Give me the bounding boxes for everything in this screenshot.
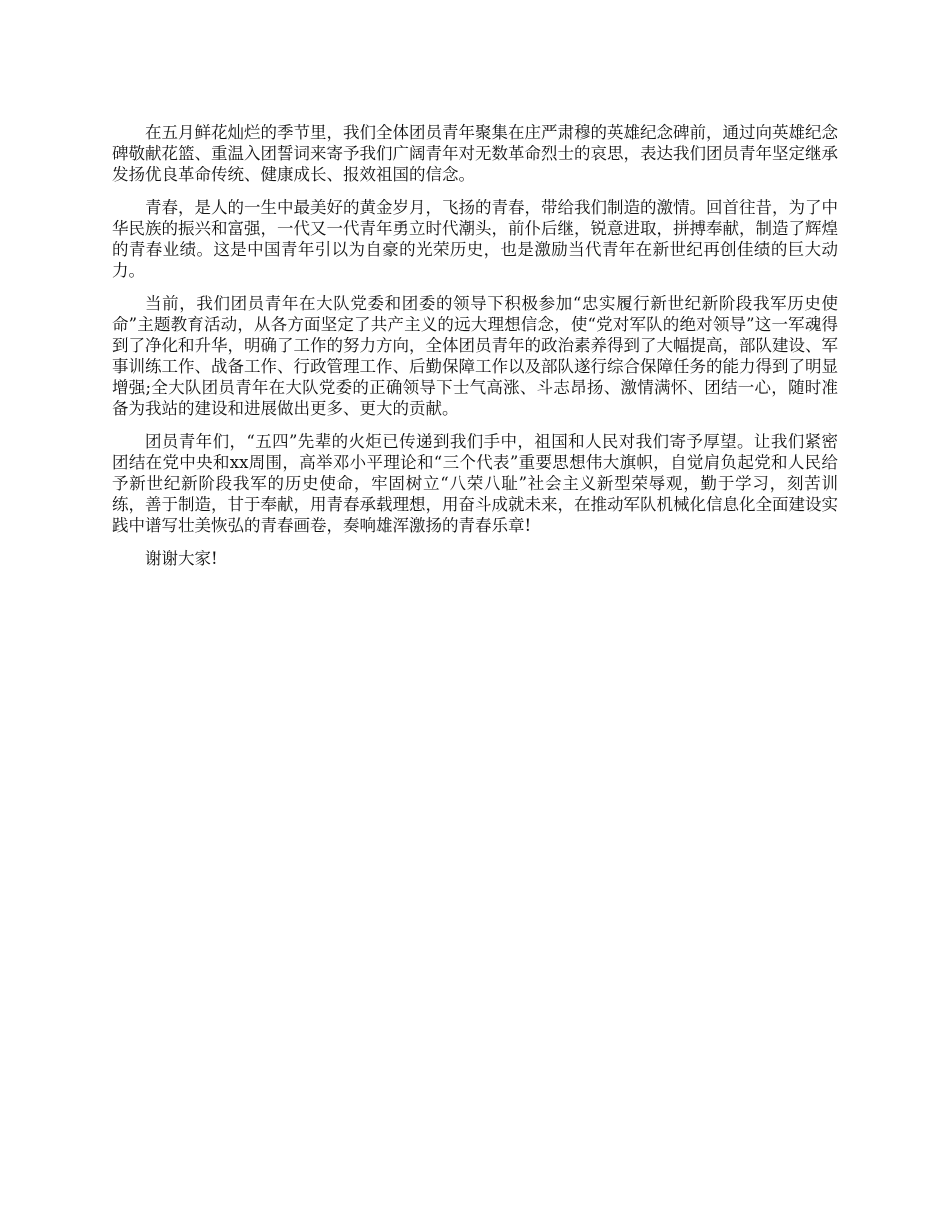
paragraph-3: 当前，我们团员青年在大队党委和团委的领导下积极参加“忠实履行新世纪新阶段我军历史使命”主题教育活动，从各方面坚定了共产主义的远大理想信念，使“党对军队的绝对领导”这一军魂得到了净化和升华，明确了工作的努力方向，全体团员青年的政治素养得到了大幅提高，部队建设、军事训练工作、战备工作、行政管理工作、后勤保障工作以及部队遂行综合保障任务的能力得到了明显增强;全大队团员青年在大队党委的正确领导下士气高涨、斗志昂扬、激情满怀、团结一心，随时准备为我站的建设和进展做出更多、更大的贡献。 [112, 294, 838, 418]
paragraph-1: 在五月鲜花灿烂的季节里，我们全体团员青年聚集在庄严肃穆的英雄纪念碑前，通过向英雄纪念碑敬献花篮、重温入团誓词来寄予我们广阔青年对无数革命烈士的哀思，表达我们团员青年坚定继承发扬优良革命传统、健康成长、报效祖国的信念。 [112, 123, 838, 184]
closing-line: 谢谢大家! [145, 549, 218, 568]
paragraph-4: 团员青年们，“五四”先辈的火炬已传递到我们手中，祖国和人民对我们寄予厚望。让我们紧密团结在党中央和xx周围，高举邓小平理论和“三个代表”重要思想伟大旗帜，自觉肩负起党和人民给予新世纪新阶段我军的历史使命，牢固树立“八荣八耻”社会主义新型荣辱观，勤于学习，刻苦训练，善于制造，甘于奉献，用青春承载理想，用奋斗成就未来，在推动军队机械化信息化全面建设实践中谱写壮美恢弘的青春画卷，奏响雄浑激扬的青春乐章! [112, 432, 838, 535]
paragraph-2: 青春，是人的一生中最美好的黄金岁月，飞扬的青春，带给我们制造的激情。回首往昔，为了中华民族的振兴和富强，一代又一代青年勇立时代潮头，前仆后继，锐意进取，拼搏奉献，制造了辉煌的青春业绩。这是中国青年引以为自豪的光荣历史，也是激励当代青年在新世纪再创佳绩的巨大动力。 [112, 198, 838, 280]
document-body [112, 122, 838, 581]
